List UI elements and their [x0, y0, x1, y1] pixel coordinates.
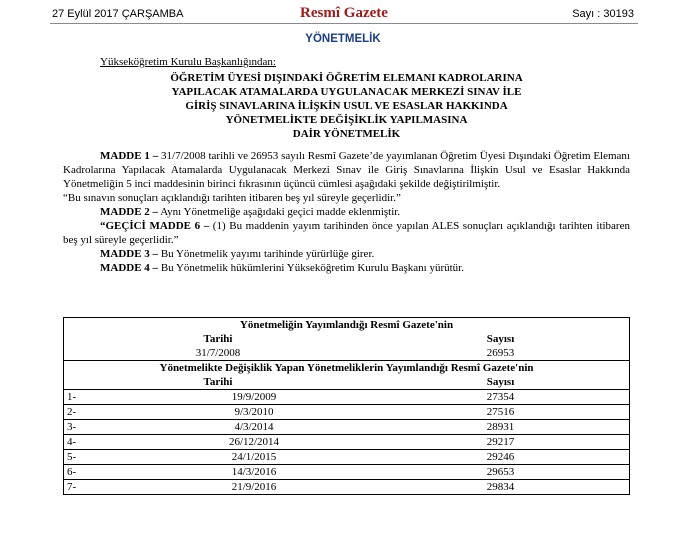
title-line: DAİR YÖNETMELİK [292, 128, 401, 140]
regulation-body [63, 55, 630, 275]
column-header-date: Tarihi [203, 333, 233, 345]
table-heading-amendments: Yönetmelikte Değişiklik Yapan Yönetmeliklerin Yayımlandığı Resmî Gazete'nin [159, 362, 534, 374]
article-text: 31/7/2008 tarihli ve 26953 sayılı Resmî Gazete’de yayımlanan Öğretim Üyesi Dışındaki Öğretim Elemanı Kadrolarına Yapılacak Atamalarda Uygulanacak Merkezi Sınav ile Giriş Sınavlarına İlişkin Usul ve Esaslar Hakkında Yönetmeliğin 5 inci maddesinin birinci fıkrasının üçüncü cümlesi aşağıdaki şekilde değiştirilmiştir. [63, 150, 630, 190]
title-line: ÖĞRETİM ÜYESİ DIŞINDAKİ ÖĞRETİM ELEMANI KADROLARINA [170, 72, 523, 84]
table-row [64, 480, 630, 495]
row-index: 1- [67, 391, 77, 403]
article-heading: MADDE 3 – [100, 248, 159, 260]
table-row [64, 435, 630, 450]
row-date: 24/1/2015 [231, 451, 277, 463]
gazette-title: Resmî Gazete [300, 5, 388, 21]
regulation-title [63, 71, 630, 141]
row-index: 4- [67, 436, 77, 448]
article-text: Aynı Yönetmeliğe aşağıdaki geçici madde eklenmiştir. [158, 206, 401, 218]
issue-number: Sayı : 30193 [572, 8, 634, 20]
article-text: (1) Bu maddenin yayım tarihinden önce yapılan ALES sonuçları açıklandığı tarihten itibaren beş yıl süreyle geçerlidir.” [63, 220, 630, 246]
table-row [64, 450, 630, 465]
row-number: 29246 [486, 451, 515, 463]
table-row [64, 405, 630, 420]
article-3 [63, 247, 630, 261]
column-header-number: Sayısı [486, 333, 515, 345]
issue-date: 27 Eylül 2017 ÇARŞAMBA [52, 8, 184, 20]
row-date: 4/3/2014 [234, 421, 274, 433]
title-line: GİRİŞ SINAVLARINA İLİŞKİN USUL VE ESASLAR HAKKINDA [185, 100, 508, 112]
table-heading-row [64, 318, 630, 333]
table-column-header-row [64, 332, 630, 346]
original-number: 26953 [486, 347, 515, 359]
row-number: 27354 [486, 391, 515, 403]
row-index: 2- [67, 406, 77, 418]
article-heading: MADDE 2 – [100, 206, 159, 218]
original-date: 31/7/2008 [195, 347, 241, 359]
column-header-date: Tarihi [203, 376, 233, 388]
table-row [64, 420, 630, 435]
table-heading-original: Yönetmeliğin Yayımlandığı Resmî Gazete'nin [239, 319, 454, 331]
row-index: 3- [67, 421, 77, 433]
gazette-header [50, 6, 638, 24]
article-heading: “GEÇİCİ MADDE 6 – [100, 220, 210, 232]
article-4 [63, 261, 630, 275]
article-1 [63, 149, 630, 191]
article-heading: MADDE 4 – [100, 262, 159, 274]
column-header-number: Sayısı [486, 376, 515, 388]
row-date: 9/3/2010 [234, 406, 274, 418]
table-row-original [64, 346, 630, 361]
row-number: 27516 [486, 406, 515, 418]
section-heading: YÖNETMELİK [305, 33, 381, 45]
title-line: YAPILACAK ATAMALARDA UYGULANACAK MERKEZİ SINAV İLE [171, 86, 522, 98]
provisional-article-6 [63, 219, 630, 247]
row-date: 21/9/2016 [231, 481, 277, 493]
article-1-quote: “Bu sınavın sonuçları açıklandığı tarihten itibaren beş yıl süreyle geçerlidir.” [63, 192, 401, 204]
row-index: 5- [67, 451, 77, 463]
table-row [64, 390, 630, 405]
row-number: 28931 [486, 421, 515, 433]
row-date: 26/12/2014 [228, 436, 280, 448]
title-line: YÖNETMELİKTE DEĞİŞİKLİK YAPILMASINA [225, 114, 468, 126]
publication-table [63, 317, 630, 495]
article-text: Bu Yönetmelik yayımı tarihinde yürürlüğe girer. [158, 248, 375, 260]
row-date: 14/3/2016 [231, 466, 277, 478]
table-column-header-row [64, 375, 630, 390]
article-heading: MADDE 1 – [100, 150, 159, 162]
table-heading-row [64, 361, 630, 376]
row-number: 29653 [486, 466, 515, 478]
article-2 [63, 205, 630, 219]
article-text: Bu Yönetmelik hükümlerini Yükseköğretim Kurulu Başkanı yürütür. [158, 262, 464, 274]
row-index: 6- [67, 466, 77, 478]
table-row [64, 465, 630, 480]
issuing-institution: Yükseköğretim Kurulu Başkanlığından: [100, 56, 276, 68]
row-index: 7- [67, 481, 77, 493]
row-number: 29217 [486, 436, 515, 448]
row-number: 29834 [486, 481, 515, 493]
row-date: 19/9/2009 [231, 391, 277, 403]
